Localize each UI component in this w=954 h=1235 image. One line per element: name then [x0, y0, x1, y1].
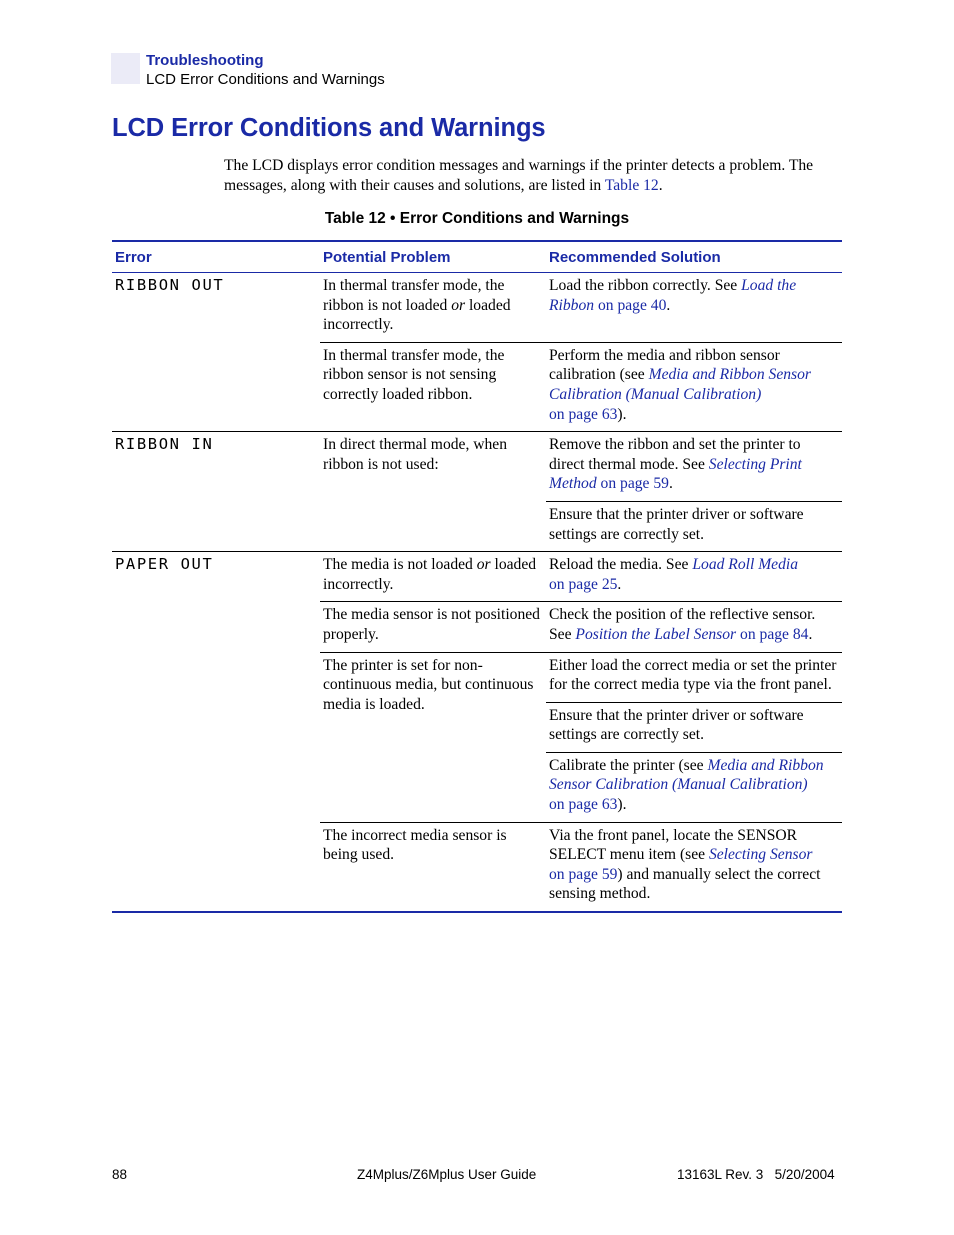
page-reference-link[interactable]: on page 84: [736, 625, 809, 643]
problem-emphasis: or: [451, 296, 466, 314]
error-code: PAPER OUT: [112, 552, 320, 912]
table-row: [112, 432, 842, 502]
problem-text: The media is not loaded: [323, 556, 477, 574]
solution-text: ) and manually select the correct sensing method.: [549, 865, 821, 903]
page-reference-link[interactable]: on page 59: [596, 475, 669, 493]
solution-cell: Ensure that the printer driver or software settings are correctly set.: [546, 501, 842, 551]
solution-text: Remove the ribbon and set the printer to direct thermal mode. See: [549, 436, 801, 473]
problem-cell: The incorrect media sensor is being used.: [320, 822, 546, 912]
solution-text: Calibrate the printer (see: [549, 756, 708, 774]
solution-cell: [546, 432, 842, 502]
page-reference-link[interactable]: on page 63: [549, 796, 618, 814]
problem-cell: [320, 552, 546, 602]
error-code: RIBBON OUT: [112, 273, 320, 432]
error-code: RIBBON IN: [112, 432, 320, 552]
table-caption: Table 12 • Error Conditions and Warnings: [324, 210, 630, 227]
solution-cell: [546, 822, 842, 912]
revision-date: 13163L Rev. 3 5/20/2004: [677, 1167, 835, 1182]
table-row: [112, 273, 842, 343]
header-marker: [111, 53, 140, 84]
page-title: LCD Error Conditions and Warnings: [112, 114, 546, 142]
solution-text: .: [617, 575, 622, 593]
cross-reference-link[interactable]: Load the Ribbon: [549, 277, 797, 314]
cross-reference-link[interactable]: Selecting Print Method: [549, 455, 802, 493]
solution-cell: [546, 273, 842, 343]
problem-emphasis: or: [476, 556, 491, 574]
solution-text: .: [666, 296, 671, 314]
solution-text: Perform the media and ribbon sensor calibration (see: [549, 346, 780, 384]
guide-title: Z4Mplus/Z6Mplus User Guide: [357, 1167, 537, 1182]
solution-cell: [546, 342, 842, 431]
header-problem: Potential Problem: [320, 241, 546, 273]
problem-cell: In thermal transfer mode, the ribbon sensor is not sensing correctly loaded ribbon.: [320, 342, 546, 431]
solution-cell: Ensure that the printer driver or software settings are correctly set.: [546, 702, 842, 752]
cross-reference-link[interactable]: Media and Ribbon Sensor Calibration (Manual Calibration): [549, 366, 811, 403]
solution-cell: [546, 752, 842, 822]
problem-text: loaded incorrectly.: [323, 556, 537, 593]
header-section[interactable]: Troubleshooting: [146, 52, 264, 69]
page-reference-link[interactable]: on page 63: [549, 405, 618, 423]
solution-text: .: [668, 475, 673, 493]
page-number: 88: [112, 1167, 128, 1182]
problem-cell: The printer is set for non-continuous media, but continuous media is loaded.: [320, 652, 546, 822]
problem-text: loaded incorrectly.: [323, 296, 511, 334]
table-link[interactable]: Table 12: [604, 177, 659, 194]
table-row: [112, 552, 842, 602]
intro-end: .: [658, 177, 663, 194]
solution-text: Check the position of the reflective sensor. See: [549, 606, 816, 643]
solution-text: Load the ribbon correctly. See: [549, 277, 742, 294]
page-reference-link[interactable]: on page 59: [549, 865, 618, 883]
header-subsection: LCD Error Conditions and Warnings: [146, 71, 385, 88]
solution-cell: [546, 552, 842, 602]
intro-text: The LCD displays error condition messages and warnings if the printer detects a problem. The messages, along with their causes and solutions, are listed in: [224, 157, 814, 194]
cross-reference-link[interactable]: Media and Ribbon Sensor Calibration (Manual Calibration): [549, 756, 824, 794]
problem-cell: The media sensor is not positioned properly.: [320, 602, 546, 652]
solution-text: Via the front panel, locate the SENSOR SELECT menu item (see: [549, 826, 798, 864]
intro-paragraph: [224, 156, 844, 196]
header-solution: Recommended Solution: [546, 241, 842, 273]
header-error: Error: [112, 241, 320, 273]
solution-text: .: [808, 625, 813, 643]
problem-cell: [320, 273, 546, 343]
cross-reference-link[interactable]: Position the Label Sensor: [575, 625, 737, 643]
page-reference-link[interactable]: on page 40: [594, 296, 667, 314]
solution-cell: [546, 602, 842, 652]
solution-text: Reload the media. See: [549, 556, 693, 574]
solution-text: ).: [617, 405, 627, 423]
problem-text: In thermal transfer mode, the ribbon is not loaded: [323, 277, 505, 314]
solution-text: ).: [617, 796, 627, 814]
cross-reference-link[interactable]: Load Roll Media: [692, 556, 799, 574]
page-reference-link[interactable]: on page 25: [549, 575, 618, 593]
cross-reference-link[interactable]: Selecting Sensor: [708, 846, 813, 864]
error-table: [112, 240, 842, 913]
problem-cell: In direct thermal mode, when ribbon is not used:: [320, 432, 546, 552]
solution-cell: Either load the correct media or set the printer for the correct media type via the front panel.: [546, 652, 842, 702]
